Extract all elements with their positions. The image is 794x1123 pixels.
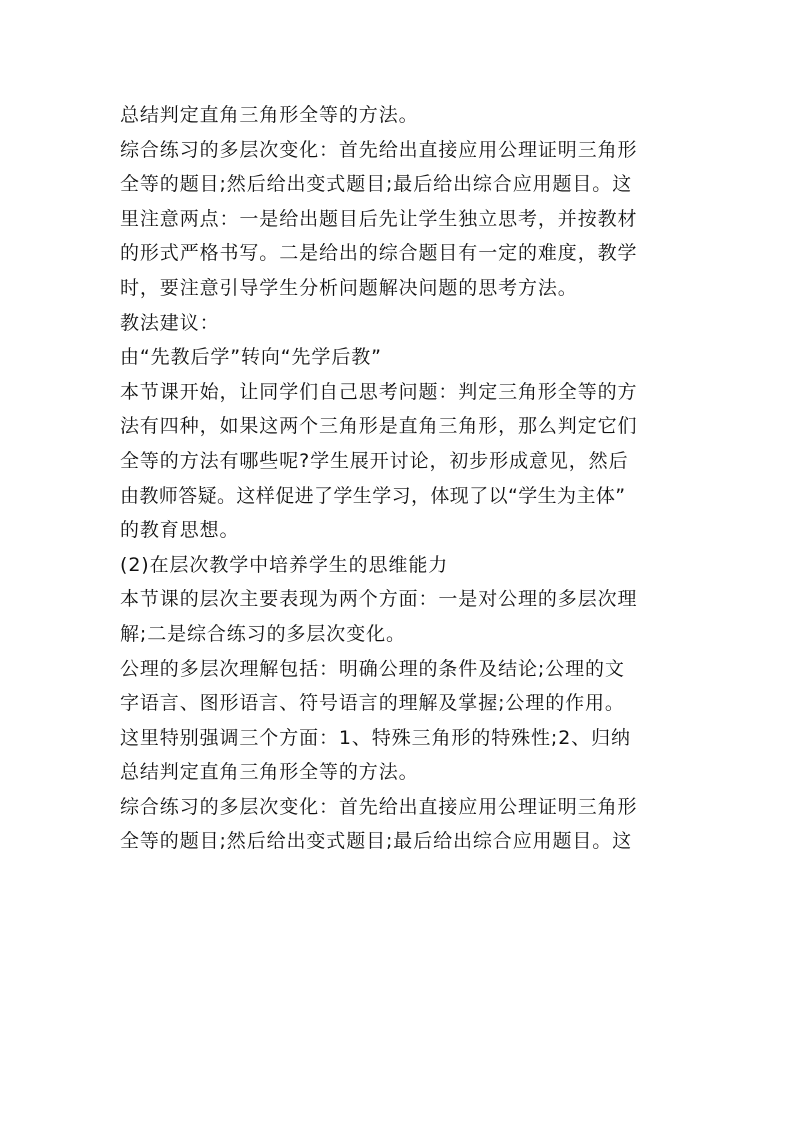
text-line: 本节课开始，让同学们自己思考问题：判定三角形全等的方 — [120, 380, 638, 403]
text-line: 本节课的层次主要表现为两个方面：一是对公理的多层次理 — [120, 588, 638, 611]
text-line: 法有四种，如果这两个三角形是直角三角形，那么判定它们 — [120, 415, 638, 438]
text-line: 的形式严格书写。二是给出的综合题目有一定的难度，教学 — [120, 242, 638, 265]
text-line: 公理的多层次理解包括：明确公理的条件及结论;公理的文 — [120, 657, 625, 680]
text-line: 这里特别强调三个方面：1、特殊三角形的特殊性;2、归纳 — [120, 726, 631, 749]
section-heading: 教法建议： — [120, 311, 220, 334]
subheading: 由“先教后学”转向“先学后教” — [120, 346, 382, 369]
text-line: 综合练习的多层次变化：首先给出直接应用公理证明三角形 — [120, 795, 638, 818]
text-line: 总结判定直角三角形全等的方法。 — [120, 104, 419, 126]
text-line: 字语言、图形语言、符号语言的理解及掌握;公理的作用。 — [120, 692, 625, 715]
text-line: 综合练习的多层次变化：首先给出直接应用公理证明三角形 — [120, 138, 638, 161]
text-line: 全等的方法有哪些呢?学生展开讨论，初步形成意见，然后 — [120, 449, 629, 472]
text-line: 解;二是综合练习的多层次变化。 — [120, 622, 406, 645]
text-line: 全等的题目;然后给出变式题目;最后给出综合应用题目。这 — [120, 173, 633, 196]
text-line: 时，要注意引导学生分析问题解决问题的思考方法。 — [120, 276, 578, 299]
text-line: 全等的题目;然后给出变式题目;最后给出综合应用题目。这 — [120, 830, 633, 853]
text-line: 的教育思想。 — [120, 519, 240, 542]
text-line: 里注意两点：一是给出题目后先让学生独立思考，并按教材 — [120, 207, 638, 230]
text-line: 总结判定直角三角形全等的方法。 — [120, 761, 419, 784]
subheading: (2)在层次教学中培养学生的思维能力 — [120, 553, 449, 576]
text-line: 由教师答疑。这样促进了学生学习，体现了以“学生为主体” — [120, 484, 626, 507]
body-text — [120, 98, 680, 859]
